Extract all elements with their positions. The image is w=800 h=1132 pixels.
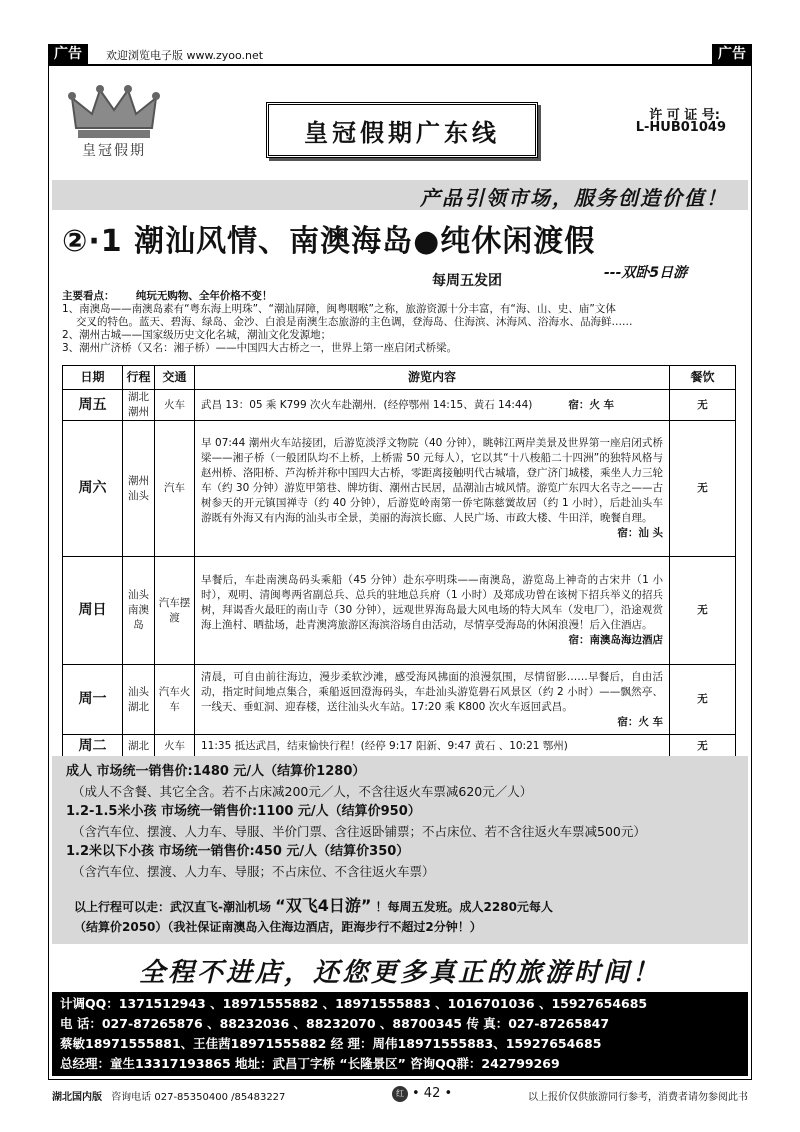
- contact-block: [52, 992, 748, 1076]
- header-content: 游览内容: [195, 366, 670, 390]
- highlight-item: 3、潮州广济桥（又名：湘子桥）——中国四大古桥之一，世界上第一座启闭式桥梁。: [62, 342, 458, 354]
- price-child-tall-note: （含汽车位、摆渡、人力车、导服、半价门票、含往返卧铺票；不占床位、若不含往返火车票减500元）: [72, 824, 646, 839]
- row-transport: 火车: [155, 735, 195, 759]
- row-stay: 宿：南澳岛海边酒店: [568, 634, 663, 646]
- row-stay: 宿：火 车: [617, 715, 663, 728]
- row-meal: 无: [670, 390, 736, 421]
- row-day: 周二: [63, 735, 123, 759]
- highlight-item: 交叉的特色。蓝天、碧海、绿岛、金沙、白浪是南澳生态旅游的主色调，登海岛、住海滨、沐海风、浴海水、品海鲜……: [76, 316, 633, 328]
- tour-type: ---双卧5日游: [604, 265, 688, 281]
- brand-title: 皇冠假期广东线: [266, 102, 538, 158]
- row-route: 湖北潮州: [123, 390, 155, 421]
- table-header-row: [63, 366, 736, 390]
- slogan-band: [52, 180, 748, 210]
- row-content-text: 早餐后，车赴南澳岛码头乘船（45 分钟）赴东亭明珠——南澳岛，游览岛上神奇的古宋井（1 小时），观明、清闽粤两省副总兵、总兵的驻地总兵府（1 小时）及郑成功曾在该树下招兵举义的招兵树，拜谒香火最旺的南山寺（30 分钟），远观世界海岛最大风电场的特大风车（发电厂），沿途观赏海上渔村、晒盐场，赴青澳湾旅游区海滨浴场自由活动，尽情享受海岛的休闲浪漫！后入住酒店。: [201, 574, 663, 631]
- row-meal: 无: [670, 557, 736, 665]
- price-block: [66, 762, 736, 937]
- row-transport: 汽车: [155, 421, 195, 557]
- row-content: [195, 665, 670, 735]
- row-meal: 无: [670, 735, 736, 759]
- itinerary-table: [62, 365, 736, 759]
- row-content-text: 武昌 13：05 乘 K799 次火车赴潮州．(经停鄂州 14:15、黄石 14:44): [201, 398, 533, 411]
- highlight-item: 1、南澳岛——南澳岛素有“粤东海上明珠”、“潮汕屏障，闽粤咽喉”之称，旅游资源十分丰富，有“海、山、史、庙”文体: [62, 303, 616, 315]
- price-adult: 成人 市场统一销售价:1480 元/人（结算价1280）: [66, 764, 366, 779]
- highlights: [62, 290, 734, 355]
- header-transport: 交通: [155, 366, 195, 390]
- row-meal: 无: [670, 421, 736, 557]
- row-content-text: 早 07:44 潮州火车站接团，后游览淡浮文物院（40 分钟），眺韩江两岸美景及世界第一座启闭式桥梁——湘子桥（一般团队均不上桥，上桥需 50 元每人），它以其“十八梭船二十四洲”的独特风格与赵州桥、洛阳桥、芦沟桥并称中国四大古桥，零距离接触明代古城墙，登广济门城楼，乘坐人力三轮车（约 30 分钟）游览甲第巷、牌坊街、潮州古民居，品潮汕古城风情。游览广东四大名寺之——古树参天的开元镇国禅寺（约 40 分钟），后游览岭南第一侨宅陈慈黉故居（约 1 小时），后赴汕头车游既有外海又有内海的汕头市全景，美丽的海滨长廊、人民广场、市政大楼、牛田洋，晚餐自理。: [201, 437, 663, 524]
- row-content: [195, 557, 670, 665]
- departure-schedule: 每周五发团: [432, 273, 502, 289]
- top-bar: [48, 44, 752, 66]
- row-transport: 火车: [155, 390, 195, 421]
- price-child-small-note: （含汽车位、摆渡、人力车、导服；不占床位、不含往返火车票）: [72, 864, 435, 879]
- bottom-slogan: 全程不进店，还您更多真正的旅游时间！: [138, 958, 661, 988]
- table-row: [63, 735, 736, 759]
- row-route: 汕头南澳岛: [123, 557, 155, 665]
- price-adult-note: （成人不含餐、其它全含。若不占床减200元／人，不含往返火车票减620元／人）: [72, 784, 533, 799]
- row-day: 周一: [63, 665, 123, 735]
- row-route: 潮州汕头: [123, 421, 155, 557]
- header-meal: 餐饮: [670, 366, 736, 390]
- license-label: 许 可 证 号:: [649, 108, 720, 123]
- license-number: L-HUB01049: [635, 120, 726, 135]
- ad-label-left: 广告: [48, 44, 88, 64]
- row-content: 11:35 抵达武昌，结束愉快行程！(经停 9:17 阳新、9:47 黄石 、10:21 鄂州): [195, 735, 670, 759]
- row-content: [195, 421, 670, 557]
- row-day: 周六: [63, 421, 123, 557]
- contact-line: 电 话：027-87265876 、88232036 、88232070 、88700345 传 真：027-87265847: [60, 1016, 610, 1031]
- page-number: • 42 •: [412, 1086, 453, 1101]
- header-day: 日期: [63, 366, 123, 390]
- slogan: 产品引领市场，服务创造价值！: [420, 186, 728, 210]
- footer-left: [52, 1088, 285, 1103]
- tour-headline: ②·1 潮汕风情、南澳海岛●纯休闲渡假: [62, 224, 596, 259]
- table-row: [63, 421, 736, 557]
- highlight-item: 2、潮州古城——国家级历史文化名城，潮汕文化发源地；: [62, 329, 332, 341]
- extra-option: [66, 896, 736, 937]
- contact-line: 总经理：童生13317193865 地址：武昌丁字桥 “长隆景区” 咨询QQ群：242799269: [60, 1056, 560, 1071]
- row-stay: 宿：火 车: [568, 398, 615, 411]
- ad-label-right: 广告: [712, 44, 752, 64]
- page-badge-icon: 红: [392, 1086, 408, 1102]
- extra-suffix: ！每周五发班。成人2280元每人: [375, 900, 553, 914]
- row-day: 周五: [63, 390, 123, 421]
- row-day: 周日: [63, 557, 123, 665]
- browse-text: 欢迎浏览电子版 www.zyoo.net: [106, 49, 264, 62]
- price-child-tall: 1.2-1.5米小孩 市场统一销售价:1100 元/人（结算价950）: [66, 804, 421, 819]
- row-transport: 汽车摆渡: [155, 557, 195, 665]
- row-content-text: 清晨，可自由前往海边，漫步柔软沙滩，感受海风拂面的浪漫氛围，尽情留影……早餐后，自由活动，指定时间地点集合，乘船返回澄海码头，车赴汕头游览礐石风景区（约 2 小时）——飘然亭、一线天、垂虹洞、迎春楼，送往汕头火车站。17:20 乘 K800 次火车返回武昌。: [201, 670, 663, 713]
- highlights-title: 主要看点：: [62, 290, 115, 302]
- row-transport: 汽车火车: [155, 665, 195, 735]
- extra-highlight: “双飞4日游”: [275, 896, 372, 915]
- table-row: [63, 390, 736, 421]
- highlights-note: 纯玩无购物、全年价格不变！: [135, 290, 273, 302]
- header-route: 行程: [123, 366, 155, 390]
- brand-logo-name: 皇冠假期: [82, 143, 146, 159]
- row-meal: 无: [670, 665, 736, 735]
- row-stay: 宿：汕 头: [617, 527, 663, 539]
- table-row: [63, 665, 736, 735]
- price-child-small: 1.2米以下小孩 市场统一销售价:450 元/人（结算价350）: [66, 844, 410, 859]
- footer-phone: 咨询电话 027-85350400 /85483227: [111, 1092, 286, 1103]
- extra-line2: （结算价2050）（我社保证南澳岛入住海边酒店，距海步行不超过2分钟！）: [74, 920, 482, 934]
- footer: [48, 1084, 752, 1106]
- crown-logo-icon: [66, 84, 162, 144]
- row-content: [195, 390, 670, 421]
- row-route: 湖北: [123, 735, 155, 759]
- contact-line: 计调QQ：1371512943 、18971555882 、18971555883 、1016701036 、15927654685: [60, 996, 648, 1011]
- contact-line: 蔡敏18971555881、王佳茜18971555882 经 理：周伟18971555883、15927654685: [60, 1036, 602, 1051]
- footer-edition: 湖北国内版: [52, 1092, 102, 1103]
- footer-disclaimer: 以上报价仅供旅游同行参考，消费者请勿参阅此书: [528, 1092, 748, 1103]
- table-row: [63, 557, 736, 665]
- row-route: 汕头湖北: [123, 665, 155, 735]
- extra-prefix: 以上行程可以走：武汉直飞-潮汕机场: [74, 900, 271, 914]
